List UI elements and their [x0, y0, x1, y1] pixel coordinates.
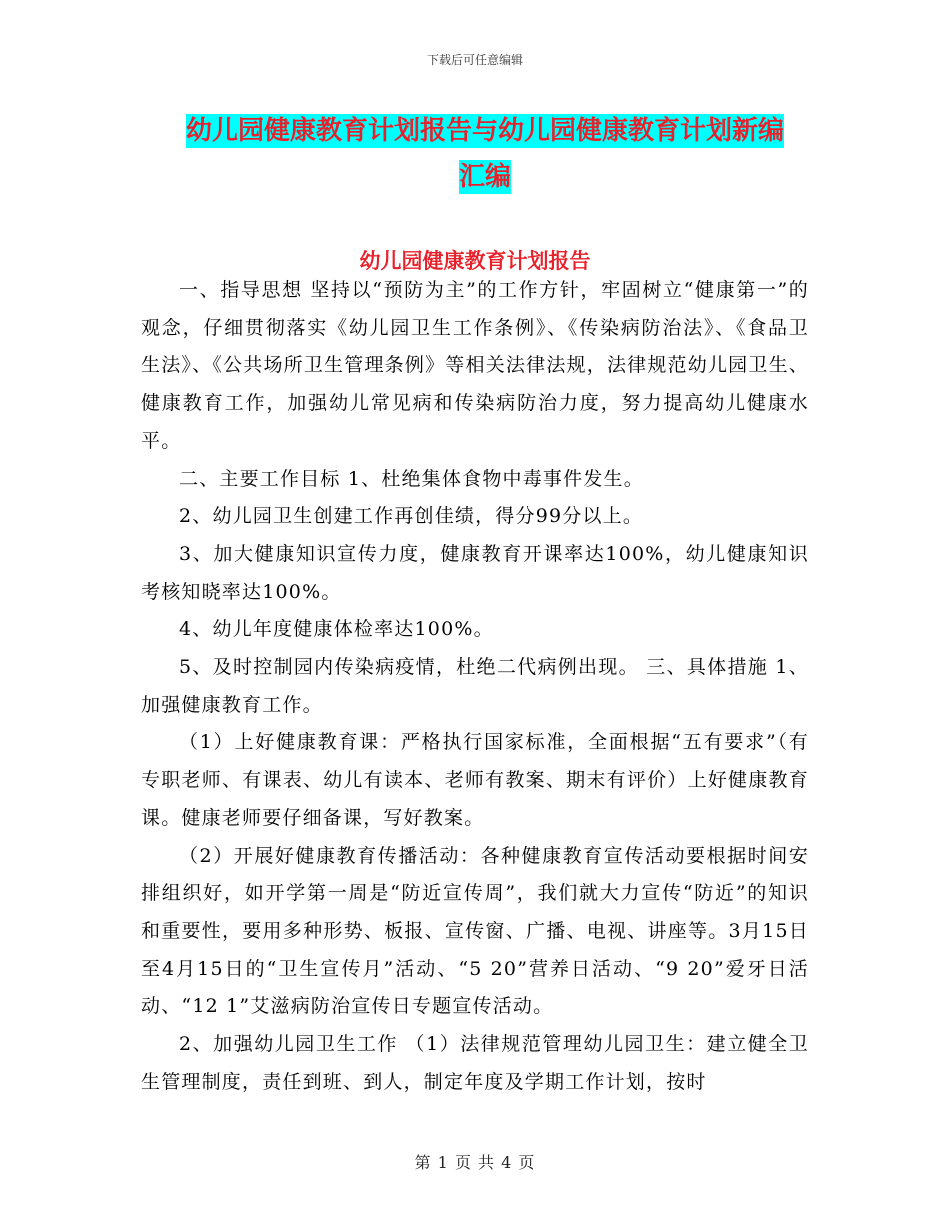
- document-body: [141, 272, 809, 1101]
- page-footer: 第 1 页 共 4 页: [414, 1153, 536, 1172]
- paragraph-goal-5: 5、及时控制园内传染病疫情，杜绝二代病例出现。 三、具体措施 1、加强健康教育工作。: [141, 656, 809, 716]
- document-title-line-1: 幼儿园健康教育计划报告与幼儿园健康教育计划新编: [185, 116, 784, 146]
- section-title: 幼儿园健康教育计划报告: [359, 249, 591, 273]
- paragraph-measure-1-1: （1）上好健康教育课：严格执行国家标准，全面根据“五有要求”（有专职老师、有课表、幼儿有读本、老师有教案、期末有评价）上好健康教育课。健康老师要仔细备课，写好教案。: [141, 731, 809, 829]
- paragraph-measure-2: 2、加强幼儿园卫生工作 （1）法律规范管理幼儿园卫生：建立健全卫生管理制度，责任到班、到人，制定年度及学期工作计划，按时: [141, 1033, 809, 1093]
- paragraph-goal-4: 4、幼儿年度健康体检率达100%。: [179, 618, 494, 641]
- paragraph-main-goals: 二、主要工作目标 1、杜绝集体食物中毒事件发生。: [179, 467, 644, 490]
- document-title: [150, 108, 820, 200]
- paragraph-goal-3: 3、加大健康知识宣传力度，健康教育开课率达100%，幼儿健康知识考核知晓率达100%。: [141, 542, 809, 603]
- page-header-note: 下载后可任意编辑: [426, 53, 523, 67]
- paragraph-goal-2: 2、幼儿园卫生创建工作再创佳绩，得分99分以上。: [179, 505, 644, 528]
- paragraph-guiding-ideology: 一、指导思想 坚持以“预防为主”的工作方针，牢固树立“健康第一”的观念，仔细贯彻落实《幼儿园卫生工作条例》、《传染病防治法》、《食品卫生法》、《公共场所卫生管理条例》等相关法律法规，法律规范幼儿园卫生、健康教育工作，加强幼儿常见病和传染病防治力度，努力提高幼儿健康水平。: [141, 279, 809, 452]
- document-title-line-2: 汇编: [458, 162, 511, 192]
- paragraph-measure-1-2: （2）开展好健康教育传播活动：各种健康教育宣传活动要根据时间安排组织好，如开学第一周是“防近宣传周”，我们就大力宣传“防近”的知识和重要性，要用多种形势、板报、宣传窗、广播、电视、讲座等。3月15日至4月15日的“卫生宣传月”活动、“5 20”营养日活动、“9 20”爱牙日活动、“12 1”艾滋病防治宣传日专题宣传活动。: [141, 844, 809, 1018]
